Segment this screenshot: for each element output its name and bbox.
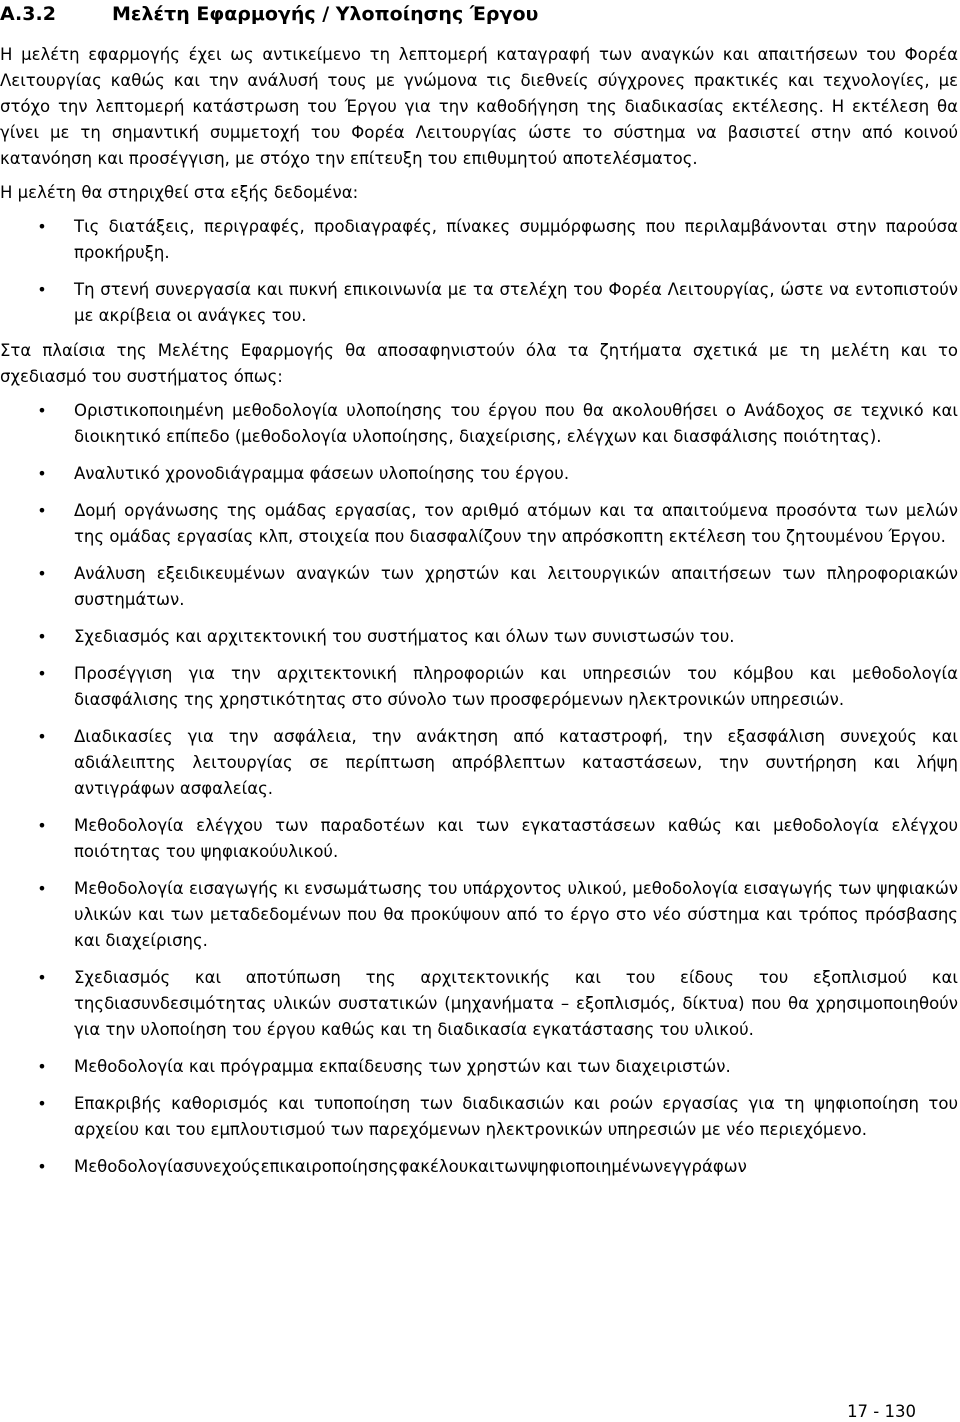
list-item-text: Διαδικασίες για την ασφάλεια, την ανάκτηση από καταστροφή, την εξασφάλιση συνεχούς και αδιάλειπτης λειτουργίας σε περίπτωση απρόβλεπτων καταστάσεων, την συντήρηση και λήψη αντιγράφων ασφαλείας. [74,727,958,798]
list-item [0,277,958,329]
section-number: A.3.2 [0,3,56,25]
list-item [0,813,958,865]
list-item [0,461,958,487]
section-title: Μελέτη Εφαρμογής / Υλοποίησης Έργου [112,3,539,25]
bullet-icon: • [37,1157,47,1176]
list-item-text: Οριστικοποιημένη μεθοδολογία υλοποίησης του έργου που θα ακολουθήσει ο Ανάδοχος σε τεχνικό και διοικητικό επίπεδο (μεθοδολογία υλοποίησης, διαχείρισης, ελέγχων και διασφάλισης ποιότητας). [74,401,958,446]
data-bullet-list [0,214,958,329]
bullet-icon: • [37,627,47,646]
bullet-icon: • [37,727,47,746]
list-item-text: Μεθοδολογία και πρόγραμμα εκπαίδευσης των χρηστών και των διαχειριστών. [74,1057,731,1076]
list-item-text: Σχεδιασμός και αποτύπωση της αρχιτεκτονικής και του είδους του εξοπλισμού και τηςδιασυνδεσιμότητας υλικών συστατικών (μηχανήματα – εξοπλισμός, δίκτυα) που θα χρησιμοποιηθούν για την υλοποίηση του έργου καθώς και τη διαδικασία εγκατάστασης του υλικού. [74,968,958,1039]
list-item-text: Τις διατάξεις, περιγραφές, προδιαγραφές, πίνακες συμμόρφωσης που περιλαμβάνονται στην παρούσα προκήρυξη. [74,217,958,262]
framework-bullet-list [0,398,958,1180]
list-item [0,1154,958,1180]
bullet-icon: • [37,664,47,683]
page-number: 17 - 130 [847,1402,916,1421]
intro-paragraph: Η μελέτη εφαρμογής έχει ως αντικείμενο τη λεπτομερή καταγραφή των αναγκών και απαιτήσεων του Φορέα Λειτουργίας καθώς και την ανάλυσή τους με γνώμονα τις διεθνείς σύγχρονες πρακτικές και τεχνολογίες, με στόχο την λεπτομερή κατάστρωση του Έργου για την καθοδήγηση της διαδικασίας εκτέλεσης. Η εκτέλεση θα γίνει με τη σημαντική συμμετοχή του Φορέα Λειτουργίας ώστε το σύστημα να βασιστεί στην από κοινού κατανόηση και προσέγγιση, με στόχο την επίτευξη του επιθυμητού αποτελέσματος. [0,45,958,168]
list-item [0,661,958,713]
list-item-text: Επακριβής καθορισμός και τυποποίηση των διαδικασιών και ροών εργασίας για τη ψηφιοποίηση του αρχείου και του εμπλουτισμού των παρεχόμενων ηλεκτρονικών υπηρεσιών με νέο περιεχόμενο. [74,1094,958,1139]
list-item-text: Μεθοδολογίασυνεχούςεπικαιροποίησηςφακέλουκαιτωνψηφιοποιημένωνεγγράφων [74,1157,747,1176]
list-item [0,724,958,802]
list-item-text: Μεθοδολογία ελέγχου των παραδοτέων και των εγκαταστάσεων καθώς και μεθοδολογία ελέγχου ποιότητας του ψηφιακούυλικού. [74,816,958,861]
document-body [0,42,958,1191]
list-item-text: Μεθοδολογία εισαγωγής κι ενσωμάτωσης του υπάρχοντος υλικού, μεθοδολογία εισαγωγής των ψηφιακών υλικών και των μεταδεδομένων που θα προκύψουν από το έργο στο νέο σύστημα και τρόπος πρόσβασης και διαχείρισης. [74,879,958,950]
list-item-text: Σχεδιασμός και αρχιτεκτονική του συστήματος και όλων των συνιστωσών του. [74,627,735,646]
list-item [0,624,958,650]
list-item [0,398,958,450]
list-item-text: Προσέγγιση για την αρχιτεκτονική πληροφοριών και υπηρεσιών του κόμβου και μεθοδολογία διασφάλισης της χρηστικότητας στο σύνολο των προσφερόμενων ηλεκτρονικών υπηρεσιών. [74,664,958,709]
list-item [0,561,958,613]
bullet-icon: • [37,879,47,898]
list-item [0,965,958,1043]
list-item [0,1054,958,1080]
bullet-icon: • [37,1094,47,1113]
list-item-text: Ανάλυση εξειδικευμένων αναγκών των χρηστών και λειτουργικών απαιτήσεων των πληροφοριακών συστημάτων. [74,564,958,609]
list-item [0,498,958,550]
list-item [0,214,958,266]
bullet-icon: • [37,217,47,236]
bullet-icon: • [37,968,47,987]
data-intro-paragraph: Η μελέτη θα στηριχθεί στα εξής δεδομένα: [0,183,359,202]
list-item [0,876,958,954]
list-item-text: Αναλυτικό χρονοδιάγραμμα φάσεων υλοποίησης του έργου. [74,464,570,483]
framework-intro-paragraph: Στα πλαίσια της Μελέτης Εφαρμογής θα αποσαφηνιστούν όλα τα ζητήματα σχετικά με τη μελέτη και το σχεδιασμό του συστήματος όπως: [0,341,958,386]
section-heading [0,2,960,26]
list-item-text: Δομή οργάνωσης της ομάδας εργασίας, τον αριθμό ατόμων και τα απαιτούμενα προσόντα των μελών της ομάδας εργασίας κλπ, στοιχεία που διασφαλίζουν την απρόσκοπτη εκτέλεση του ζητουμένου Έργου. [74,501,958,546]
list-item [0,1091,958,1143]
bullet-icon: • [37,1057,47,1076]
bullet-icon: • [37,501,47,520]
bullet-icon: • [37,401,47,420]
bullet-icon: • [37,464,47,483]
bullet-icon: • [37,816,47,835]
bullet-icon: • [37,564,47,583]
list-item-text: Τη στενή συνεργασία και πυκνή επικοινωνία με τα στελέχη του Φορέα Λειτουργίας, ώστε να εντοπιστούν με ακρίβεια οι ανάγκες του. [74,280,958,325]
bullet-icon: • [37,280,47,299]
